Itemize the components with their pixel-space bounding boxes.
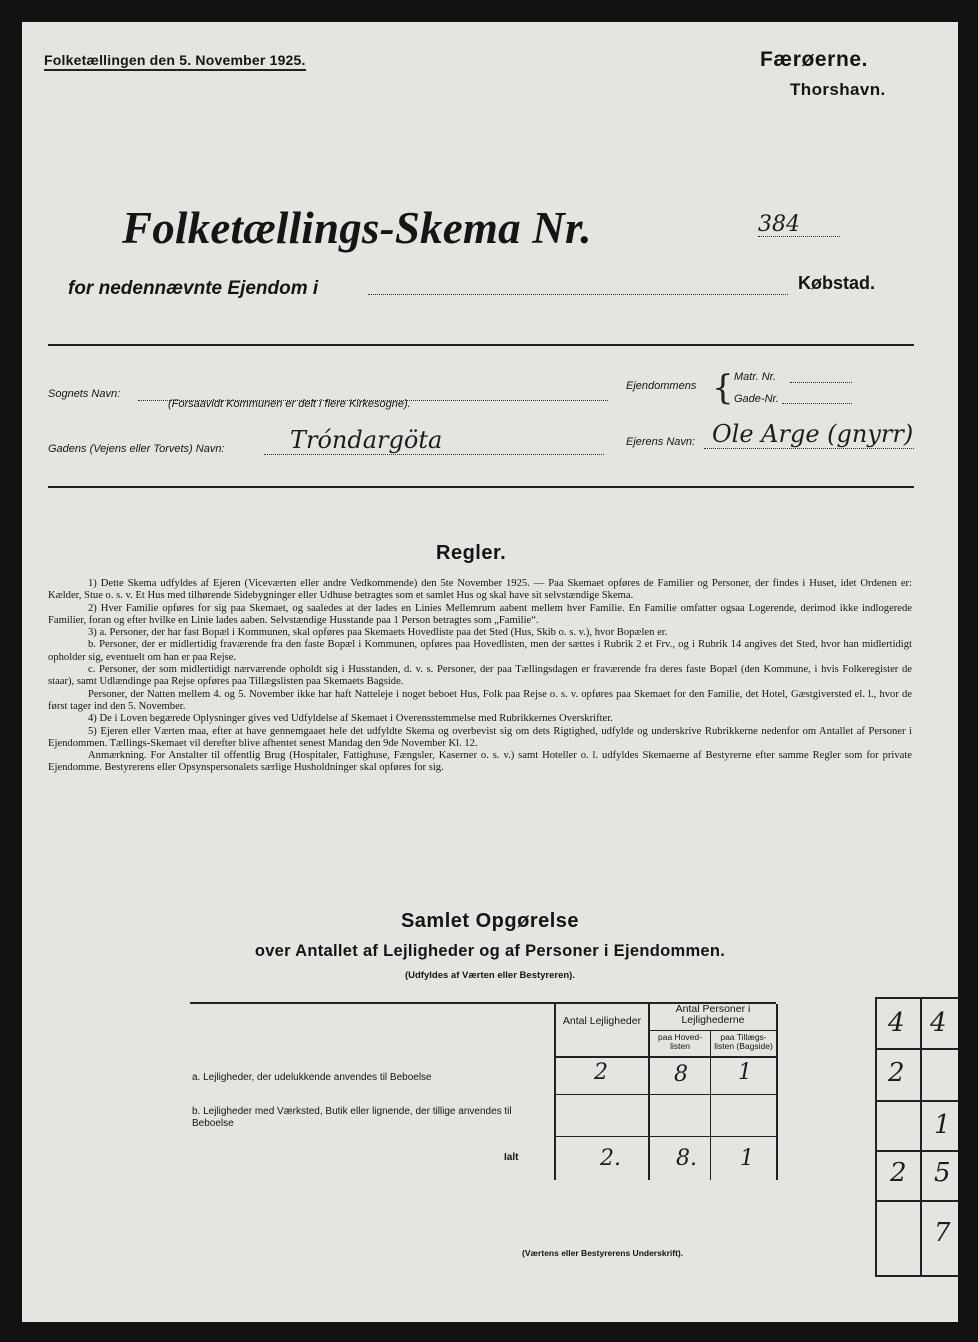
census-form-sheet xyxy=(22,22,958,1322)
table-divider xyxy=(710,1030,711,1180)
col-persons-header: Antal Personer i Lejlighederne xyxy=(675,1003,751,1026)
property-line xyxy=(368,294,788,295)
a-apartments-value: 2 xyxy=(594,1060,608,1085)
signature-note: (Værtens eller Bestyrerens Underskrift). xyxy=(522,1248,684,1258)
owner-line xyxy=(704,448,914,449)
property-label: for nedennævnte Ejendom i xyxy=(68,278,319,299)
side-r3-right: 1 xyxy=(934,1110,951,1140)
gade-label: Gade-Nr. xyxy=(734,393,779,405)
street-label: Gadens (Vejens eller Torvets) Navn: xyxy=(48,443,225,455)
col-apartments-header: Antal Lejligheder xyxy=(562,1015,642,1027)
table-divider xyxy=(776,1004,778,1180)
row-total-label: Ialt xyxy=(504,1152,519,1163)
gade-line xyxy=(782,403,852,404)
matr-line xyxy=(790,382,852,383)
parish-note: (Forsaavidt Kommunen er delt i flere Kirkesogne). xyxy=(168,398,411,410)
table-divider xyxy=(554,1004,556,1180)
form-number: 384 xyxy=(758,212,800,237)
rules-heading: Regler. xyxy=(436,542,507,564)
rule-paragraph: 2) Hver Familie opføres for sig paa Skemaet, og saaledes at der lades en Linies Mellemrum aabent mellem hver Familie. En Familie omfatter ogsaa Logerende, derimod ikke indlogerede Familier, foran og efter hvilke en Linie lades aaben. Selvstændige Husstande paa 1 Person betragtes som „Familie“. xyxy=(48,602,912,626)
census-date-header: Folketællingen den 5. November 1925. xyxy=(44,52,306,71)
side-box-border xyxy=(875,997,877,1277)
total-supplement-value: 1 xyxy=(740,1146,754,1171)
table-divider xyxy=(554,1056,776,1058)
street-value: Tróndargöta xyxy=(290,426,443,454)
side-r5-right: 7 xyxy=(934,1218,951,1248)
side-box-border xyxy=(875,1048,958,1050)
divider-top xyxy=(48,344,914,346)
rule-paragraph: c. Personer, der som midlertidigt nærværende opholdt sig i Husstanden, d. v. s. Personer, der paa Tællingsdagen er fraværende fra deres faste Bopæl (den Kommune, i hvis Folkeregister de staar), samt Udlændinge paa Rejse opføres paa Tillægslisten paa Skemaets Bagside. xyxy=(48,664,912,688)
row-a-label: a. Lejligheder, der udelukkende anvendes til Beboelse xyxy=(192,1072,432,1083)
divider-middle xyxy=(48,486,914,488)
side-r4-right: 5 xyxy=(934,1158,951,1188)
row-b-label: b. Lejligheder med Værksted, Butik eller lignende, der tillige anvendes til Beboelse xyxy=(192,1106,512,1129)
owner-label: Ejerens Navn: xyxy=(626,436,696,448)
table-divider xyxy=(554,1094,776,1095)
total-apartments-value: 2. xyxy=(600,1146,621,1171)
matr-label: Matr. Nr. xyxy=(734,371,776,383)
side-box-border xyxy=(920,997,922,1277)
form-title: Folketællings-Skema Nr. xyxy=(122,203,592,253)
brace: { xyxy=(712,368,734,408)
side-r1-right: 4 xyxy=(930,1008,947,1038)
parish-label: Sognets Navn: xyxy=(48,388,121,400)
col-main-list-header: paa Hoved-listen xyxy=(658,1032,702,1051)
rule-paragraph: Personer, der Natten mellem 4. og 5. November ikke har haft Natteleje i noget beboet Hus, Folk paa Rejse o. s. v. opføres paa Skemaet for den Familie, det Hotel, Gæstgiversted el. l., hvor de først tager ind den 5. November. xyxy=(48,688,912,712)
col-supplement-header: paa Tillægs-listen (Bagside) xyxy=(714,1032,773,1051)
rule-paragraph: 5) Ejeren eller Værten maa, efter at have gennemgaaet hele det udfyldte Skema og overbevist sig om dets Rigtighed, udfylde og underskrive Rubrikkerne nedenfor om Antallet af Personer i Ejendommen. Tællings-Skemaet vil derefter blive afhentet senest Mandag den 9de November Kl. 12. xyxy=(48,725,912,749)
rule-paragraph: 3) a. Personer, der har fast Bopæl i Kommunen, skal opføres paa Skemaets Hovedliste paa det Sted (Hus, Skib o. s. v.), hvor Bopælen er. xyxy=(88,627,668,639)
side-box-border xyxy=(875,997,958,999)
rules-text xyxy=(48,578,912,775)
owner-value: Ole Arge (gnyrr) xyxy=(712,420,914,448)
rule-paragraph: 4) De i Loven begærede Oplysninger gives ved Udfyldelse af Skemaet i Overensstemmelse med Rubrikkernes Overskrifter. xyxy=(88,713,613,725)
side-r1-left: 4 xyxy=(888,1008,905,1038)
city-name: Thorshavn. xyxy=(790,80,886,99)
property-group-label: Ejendommens xyxy=(626,380,697,392)
rule-annotation: Anmærkning. For Anstalter til offentlig Brug (Hospitaler, Fattighuse, Fængsler, Kaserner o. s. v.) samt Hoteller o. l. udfyldes Skemaerne af Bestyrerne efter samme Regler som for private Ejendomme. Bestyrerens eller Opsynspersonalets særlige Husholdninger skal opføres for sig. xyxy=(48,750,912,774)
side-box-border xyxy=(875,1100,958,1102)
table-divider xyxy=(650,1030,776,1031)
form-number-line xyxy=(758,236,840,237)
table-divider xyxy=(554,1136,776,1137)
side-r2-left: 2 xyxy=(888,1058,905,1088)
side-box-border xyxy=(875,1150,958,1152)
a-supplement-value: 1 xyxy=(738,1060,752,1085)
rule-paragraph: 1) Dette Skema udfyldes af Ejeren (Viceværten eller andre Vedkommende) den 5te November 1925. — Paa Skemaet opføres de Familier og Personer, der findes i Huset, idet Ordenen er: Kælder, Stue o. s. v. Et Hus med tilhørende Sidebygninger eller Udhuse betragtes som et samlet Hus og skal have sit selvstændige Skema. xyxy=(48,578,912,602)
street-line xyxy=(264,454,604,455)
rule-paragraph: b. Personer, der er midlertidig fraværende fra den faste Bopæl i Kommunen, opføres paa Hovedlisten, men der sættes i Rubrik 2 et Frv., og i Rubrik 14 angives det Sted, hvor han midlertidigt opholder sig, eventuelt om han er paa Rejse. xyxy=(48,639,912,663)
total-main-list-value: 8. xyxy=(676,1146,697,1171)
town-type: Købstad. xyxy=(798,273,876,293)
summary-subtitle: over Antallet af Lejligheder og af Personer i Ejendommen. xyxy=(254,942,726,960)
summary-title: Samlet Opgørelse xyxy=(400,910,580,932)
side-box-border xyxy=(875,1200,958,1202)
region-name: Færøerne. xyxy=(760,48,869,71)
side-r4-left: 2 xyxy=(890,1158,907,1188)
summary-note: (Udfyldes af Værten eller Bestyreren). xyxy=(404,970,575,981)
side-box-border xyxy=(875,1275,958,1277)
a-main-list-value: 8 xyxy=(674,1062,688,1087)
